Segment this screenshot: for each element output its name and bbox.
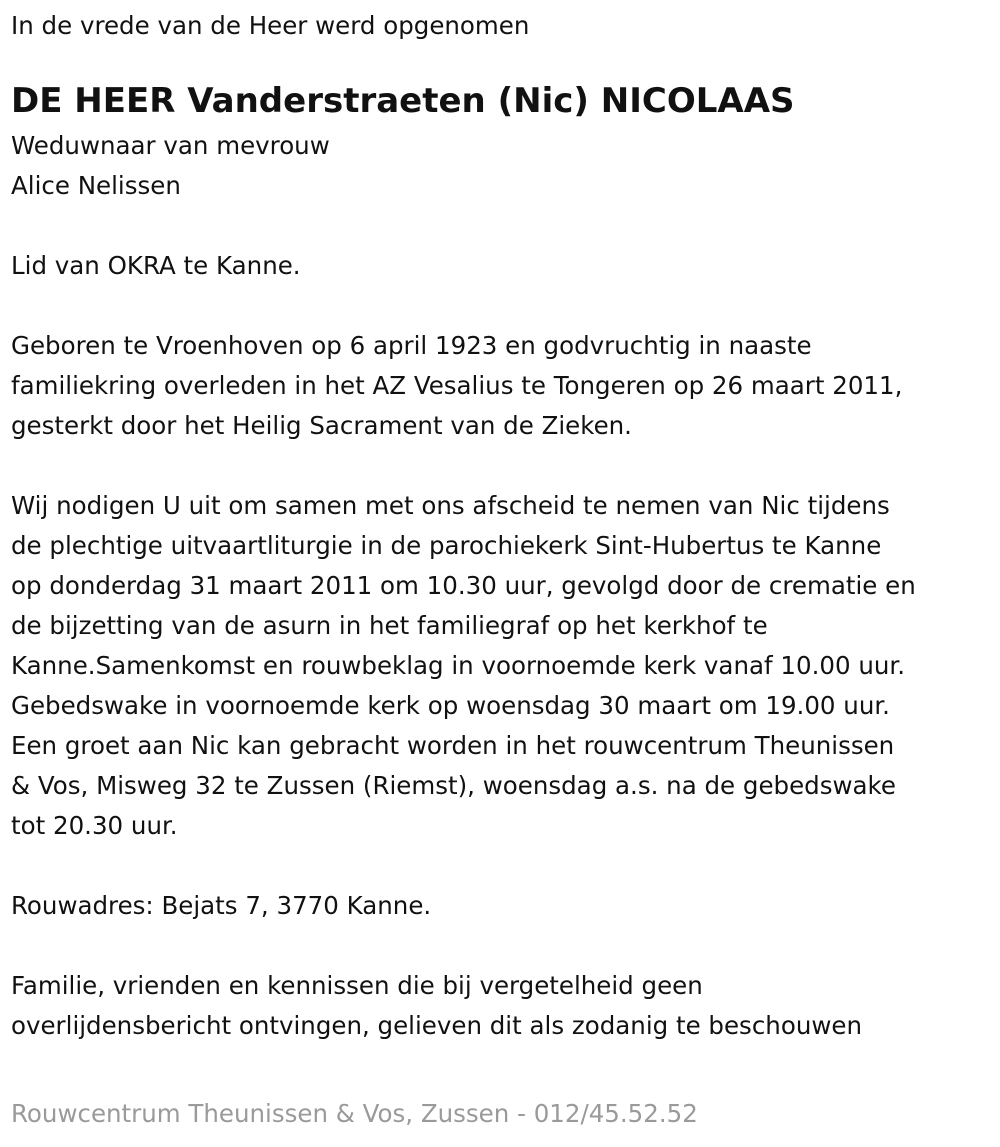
spacer bbox=[11, 926, 991, 966]
paragraph-line: Geboren te Vroenhoven op 6 april 1923 en godvruchtig in naaste bbox=[11, 331, 812, 360]
paragraph-line: Wij nodigen U uit om samen met ons afscheid te nemen van Nic tijdens bbox=[11, 491, 890, 520]
paragraph-line: Een groet aan Nic kan gebracht worden in het rouwcentrum Theunissen bbox=[11, 731, 895, 760]
spacer bbox=[11, 286, 991, 326]
spacer bbox=[11, 446, 991, 486]
spacer bbox=[11, 206, 991, 246]
intro-line: In de vrede van de Heer werd opgenomen bbox=[11, 11, 530, 40]
spouse-name: Alice Nelissen bbox=[11, 171, 181, 200]
paragraph-line: gesterkt door het Heilig Sacrament van de Zieken. bbox=[11, 411, 632, 440]
family-note-paragraph bbox=[11, 966, 991, 1046]
membership-line: Lid van OKRA te Kanne. bbox=[11, 251, 301, 280]
paragraph-line: & Vos, Misweg 32 te Zussen (Riemst), woensdag a.s. na de gebedswake bbox=[11, 771, 896, 800]
funeral-home-footer: Rouwcentrum Theunissen & Vos, Zussen - 012/45.52.52 bbox=[11, 1099, 698, 1128]
spacer bbox=[11, 846, 991, 886]
paragraph-line: overlijdensbericht ontvingen, gelieven dit als zodanig te beschouwen bbox=[11, 1011, 862, 1040]
invitation-paragraph bbox=[11, 486, 991, 846]
deceased-name: DE HEER Vanderstraeten (Nic) NICOLAAS bbox=[11, 81, 795, 121]
obituary-notice bbox=[11, 6, 991, 1046]
paragraph-line: tot 20.30 uur. bbox=[11, 811, 178, 840]
paragraph-line: op donderdag 31 maart 2011 om 10.30 uur, gevolgd door de crematie en bbox=[11, 571, 916, 600]
paragraph-line: Gebedswake in voornoemde kerk op woensdag 30 maart om 19.00 uur. bbox=[11, 691, 890, 720]
paragraph-line: Familie, vrienden en kennissen die bij vergetelheid geen bbox=[11, 971, 703, 1000]
paragraph-line: de bijzetting van de asurn in het familiegraf op het kerkhof te bbox=[11, 611, 768, 640]
paragraph-line: familiekring overleden in het AZ Vesalius te Tongeren op 26 maart 2011, bbox=[11, 371, 903, 400]
mourning-address: Rouwadres: Bejats 7, 3770 Kanne. bbox=[11, 891, 432, 920]
birth-death-paragraph bbox=[11, 326, 991, 446]
widower-line: Weduwnaar van mevrouw bbox=[11, 131, 330, 160]
paragraph-line: Kanne.Samenkomst en rouwbeklag in voornoemde kerk vanaf 10.00 uur. bbox=[11, 651, 905, 680]
paragraph-line: de plechtige uitvaartliturgie in de parochiekerk Sint-Hubertus te Kanne bbox=[11, 531, 882, 560]
